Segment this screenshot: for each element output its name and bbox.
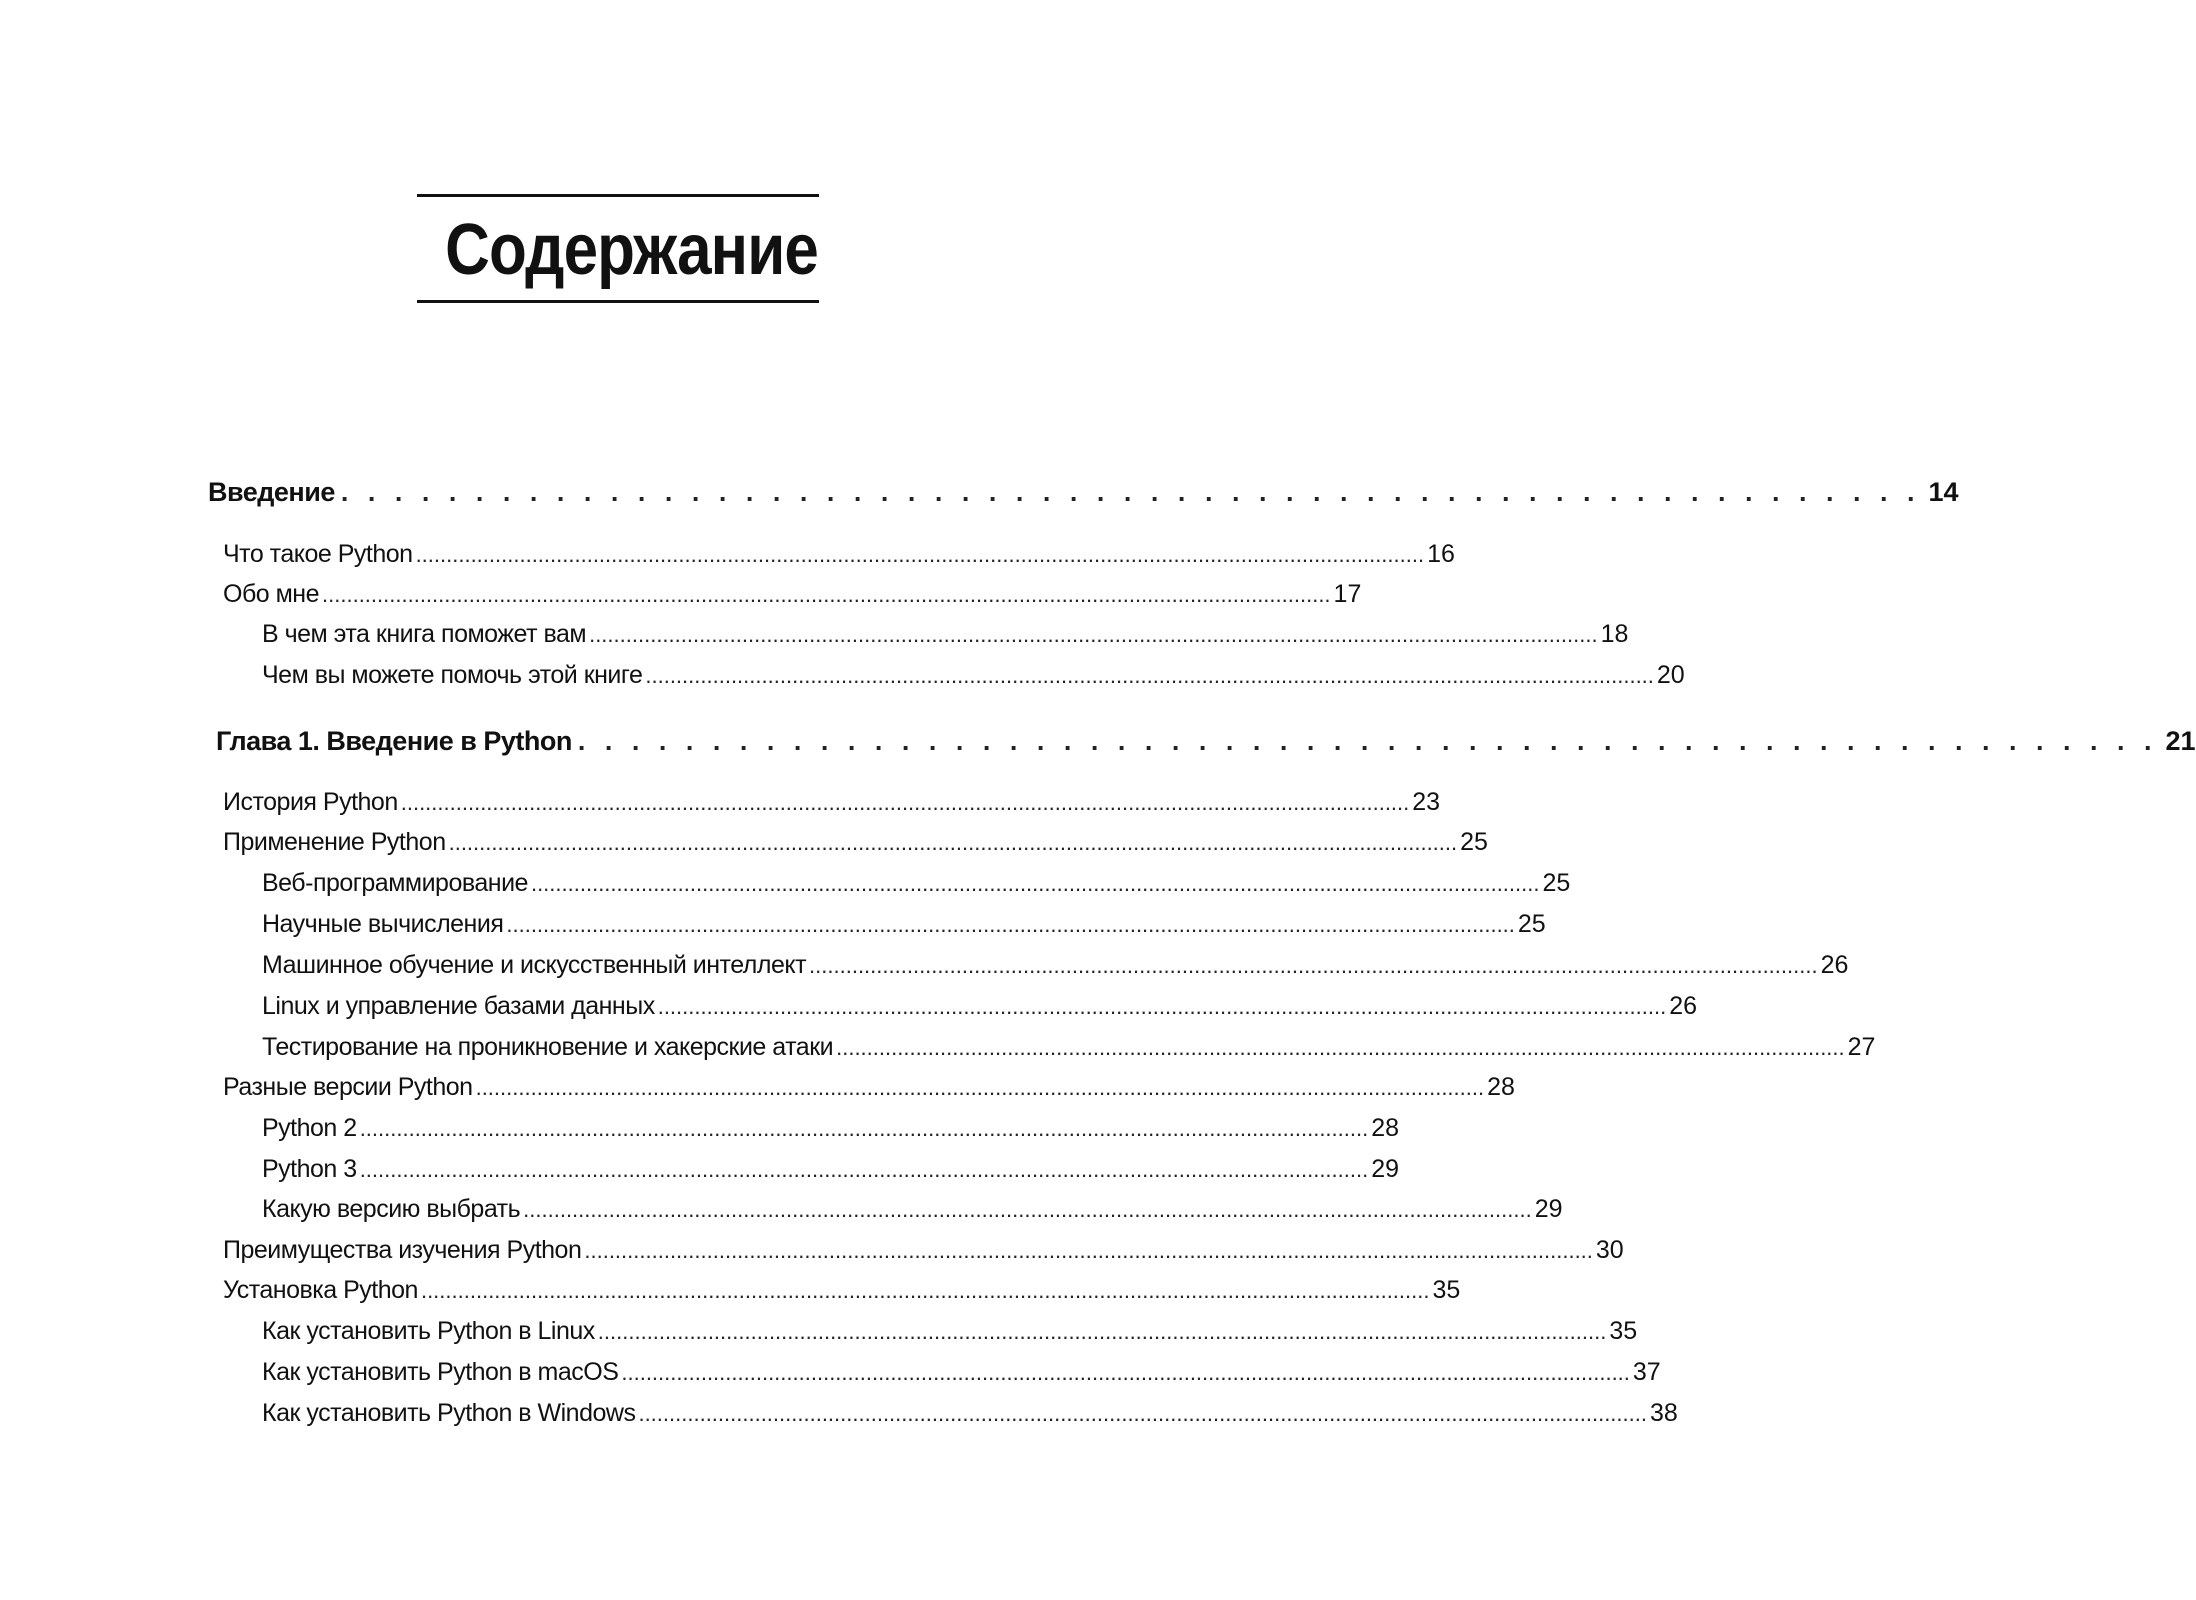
toc-entry[interactable] xyxy=(223,826,1488,858)
toc-leader-dots: ..................................................................................................................................................................... xyxy=(359,1116,1369,1141)
toc-leader-dots: ..................................................................................................................................................................... xyxy=(589,622,1598,647)
toc-page-number: 38 xyxy=(1649,1399,1678,1427)
toc-entry[interactable] xyxy=(223,1234,1624,1266)
toc-entry[interactable] xyxy=(262,618,1629,650)
toc-page-number: 29 xyxy=(1534,1195,1563,1223)
toc-leader-dots: ..................................................................................................................................................................... xyxy=(597,1319,1607,1344)
toc-page-number: 28 xyxy=(1487,1073,1515,1101)
toc-page-number: 26 xyxy=(1669,992,1698,1020)
toc-page-number: 17 xyxy=(1333,580,1362,608)
toc-entry[interactable] xyxy=(262,1315,1638,1347)
toc-entry[interactable] xyxy=(223,578,1362,610)
toc-entry-label: Как установить Python в Linux xyxy=(262,1317,595,1345)
toc-entry[interactable] xyxy=(262,867,1571,899)
toc-page-number: 28 xyxy=(1371,1114,1400,1142)
toc-entry[interactable] xyxy=(262,1112,1400,1144)
toc-entry-label: Какую версию выбрать xyxy=(262,1195,521,1223)
toc-entry-label: Как установить Python в macOS xyxy=(262,1358,619,1386)
toc-entry-label: Разные версии Python xyxy=(223,1073,473,1101)
toc-entry[interactable] xyxy=(262,949,1849,981)
toc-leader-dots: ..................................................................................................................................................................... xyxy=(657,994,1667,1019)
toc-entry[interactable] xyxy=(223,538,1455,570)
toc-entry-label: Linux и управление базами данных xyxy=(262,992,655,1020)
toc-entry[interactable] xyxy=(223,1071,1515,1103)
toc-page-number: 35 xyxy=(1609,1317,1638,1345)
toc-page-number: 16 xyxy=(1427,540,1455,568)
toc-entry-label: Установка Python xyxy=(223,1276,418,1304)
toc-entry-label: Обо мне xyxy=(223,580,320,608)
toc-leader-dots: . . . . . . . . . . . . . . . . . . . . . . . . . . . . . . . . . . . . . . . . . . . . . . . . . . . . . . . . . . . xyxy=(577,726,2158,756)
toc-entry-label: Python 2 xyxy=(262,1114,357,1142)
toc-entry-label: В чем эта книга поможет вам xyxy=(262,620,587,648)
toc-entry-label: Научные вычисления xyxy=(262,910,504,938)
toc-leader-dots: ..................................................................................................................................................................... xyxy=(448,830,1458,855)
toc-leader-dots: ..................................................................................................................................................................... xyxy=(506,912,1515,937)
toc-entry[interactable] xyxy=(223,786,1441,818)
toc-entry-label: Как установить Python в Windows xyxy=(262,1399,636,1427)
toc-leader-dots: ..................................................................................................................................................................... xyxy=(420,1278,1430,1303)
toc-page-number: 27 xyxy=(1847,1033,1876,1061)
toc-page-number: 25 xyxy=(1517,910,1546,938)
toc-leader-dots: ..................................................................................................................................................................... xyxy=(809,953,1818,978)
toc-entry[interactable] xyxy=(262,1153,1400,1185)
toc-entry-label: Чем вы можете помочь этой книге xyxy=(262,661,643,689)
toc-entry-label: Что такое Python xyxy=(223,540,413,568)
toc-chapter-label: Введение xyxy=(208,477,335,507)
toc-page-number: 30 xyxy=(1595,1236,1624,1264)
toc-page-number: 29 xyxy=(1371,1155,1400,1183)
toc-leader-dots: ..................................................................................................................................................................... xyxy=(523,1197,1532,1222)
toc-page-number: 25 xyxy=(1542,869,1571,897)
toc-page-number: 26 xyxy=(1820,951,1849,979)
toc-leader-dots: ..................................................................................................................................................................... xyxy=(584,1238,1593,1263)
toc-entry-label: История Python xyxy=(223,788,398,816)
toc-leader-dots: ..................................................................................................................................................................... xyxy=(359,1157,1369,1182)
toc-page-number: 18 xyxy=(1600,620,1629,648)
toc-entry-label: Машинное обучение и искусственный интеллект xyxy=(262,951,807,979)
toc-leader-dots: . . . . . . . . . . . . . . . . . . . . . . . . . . . . . . . . . . . . . . . . . . . . . . . . . . . . . . . . . . . xyxy=(340,477,1921,507)
toc-entry-label: Python 3 xyxy=(262,1155,357,1183)
toc-leader-dots: ..................................................................................................................................................................... xyxy=(645,663,1654,688)
toc-chapter-label: Глава 1. Введение в Python xyxy=(216,726,572,756)
toc-chapter-intro[interactable] xyxy=(208,474,1959,510)
toc-entry[interactable] xyxy=(262,908,1546,940)
toc-page-number: 20 xyxy=(1656,661,1685,689)
toc-page-number: 21 xyxy=(2165,726,2196,756)
toc-entry-label: Веб-программирование xyxy=(262,869,528,897)
page-title-block xyxy=(417,194,819,303)
toc-leader-dots: ..................................................................................................................................................................... xyxy=(530,871,1540,896)
toc-entry[interactable] xyxy=(262,1193,1563,1225)
toc-leader-dots: ..................................................................................................................................................................... xyxy=(621,1360,1630,1385)
toc-entry[interactable] xyxy=(262,1397,1678,1429)
toc-entry[interactable] xyxy=(262,1031,1876,1063)
toc-leader-dots: ..................................................................................................................................................................... xyxy=(638,1401,1647,1426)
toc-entry-label: Применение Python xyxy=(223,828,446,856)
toc-page-number: 25 xyxy=(1460,828,1488,856)
toc-entry[interactable] xyxy=(262,1356,1661,1388)
toc-leader-dots: ..................................................................................................................................................................... xyxy=(322,582,1331,607)
toc-leader-dots: ..................................................................................................................................................................... xyxy=(415,542,1425,567)
toc-leader-dots: ..................................................................................................................................................................... xyxy=(475,1075,1485,1100)
toc-entry-label: Преимущества изучения Python xyxy=(223,1236,582,1264)
toc-entry[interactable] xyxy=(262,659,1685,691)
page-title: Содержание xyxy=(445,210,819,290)
toc-page-number: 23 xyxy=(1412,788,1441,816)
toc-page-number: 37 xyxy=(1632,1358,1661,1386)
toc-page-number: 14 xyxy=(1928,477,1959,507)
toc-chapter-1[interactable] xyxy=(216,723,2196,759)
toc-entry[interactable] xyxy=(223,1274,1461,1306)
toc-entry-label: Тестирование на проникновение и хакерские атаки xyxy=(262,1033,834,1061)
toc-entry[interactable] xyxy=(262,990,1698,1022)
toc-leader-dots: ..................................................................................................................................................................... xyxy=(400,790,1410,815)
toc-leader-dots: ..................................................................................................................................................................... xyxy=(836,1035,1845,1060)
toc-page-number: 35 xyxy=(1432,1276,1461,1304)
